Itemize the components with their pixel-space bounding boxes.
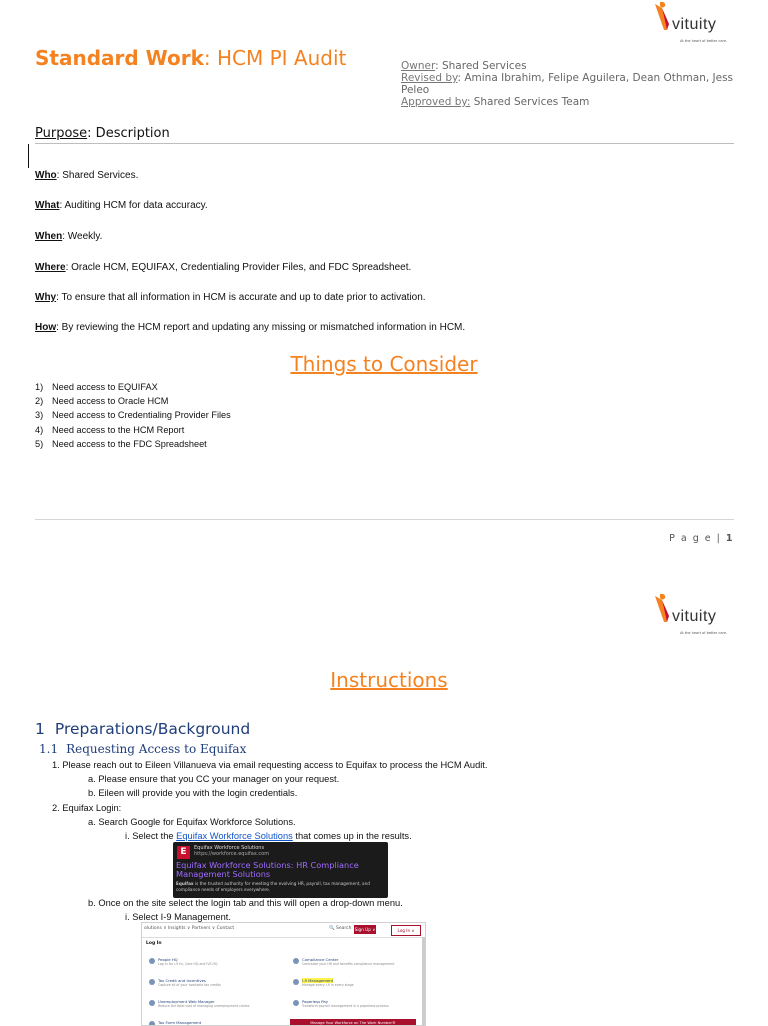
vituity-logo-page2: [654, 594, 736, 640]
search-result-screenshot: [173, 842, 388, 898]
menu-item-i9-management: I-9 Management Manage every I-9 in every stage: [302, 978, 354, 987]
result-description: Equifax is the trusted authority for meeting the evolving HR, payroll, tax management, and compliance needs of employers everywhere.: [176, 881, 370, 892]
revised-line: Revised by: Amina Ibrahim, Felipe Aguilera, Dean Othman, Jess Peleo: [401, 72, 734, 96]
list-item: 4) Need access to the HCM Report: [35, 424, 185, 435]
text-cursor: [28, 144, 29, 168]
step-2a-i: i. Select the Equifax Workforce Solutions that comes up in the results.: [125, 831, 412, 841]
menu-item-paperless-pay: Paperless Pay Transform payroll management in a paperless process: [302, 999, 389, 1008]
signup-button: Sign Up ∨: [354, 927, 376, 932]
instructions-heading: Instructions: [330, 668, 448, 692]
list-item: 3) Need access to Credentialing Provider Files: [35, 410, 231, 421]
footer-divider: [35, 519, 734, 520]
document-metadata: [401, 60, 741, 108]
search-link: 🔍 Search: [329, 926, 352, 931]
step-1b: b. Eileen will provide you with the login credentials.: [88, 788, 298, 798]
section-heading: 1 Preparations/Background: [35, 720, 251, 738]
step-2a: a. Search Google for Equifax Workforce Solutions.: [88, 817, 296, 827]
detail-what: What: Auditing HCM for data accuracy.: [35, 200, 208, 211]
purpose-heading: Purpose: Description: [35, 126, 170, 141]
step-2b-i: i. Select I-9 Management.: [125, 912, 231, 922]
subsection-heading: 1.1 Requesting Access to Equifax: [39, 742, 247, 756]
list-item: 1) Need access to EQUIFAX: [35, 382, 158, 392]
login-menu-heading: Log In: [146, 941, 162, 946]
vituity-logo: [654, 2, 736, 48]
menu-item-tax-credit: Tax Credit and Incentives Capture all of your available tax credits: [158, 978, 221, 987]
menu-item-unemployment: Unemployment Web Manager Reduce the total cost of managing unemployment claims: [158, 999, 250, 1008]
work-number-cta: Manage Your Workforce on The Work Number®: [290, 1019, 416, 1026]
detail-how: How: By reviewing the HCM report and updating any missing or mismatched information in HCM.: [35, 322, 466, 333]
brand-tagline: At the heart of better care.: [680, 631, 728, 635]
login-menu-screenshot: [141, 922, 426, 1026]
result-site-name: Equifax Workforce Solutions: [194, 845, 265, 851]
approved-line: Approved by: Shared Services Team: [401, 96, 590, 108]
list-item: 2) Need access to Oracle HCM: [35, 396, 169, 407]
step-1a: a. Please ensure that you CC your manager on your request.: [88, 774, 340, 784]
brand-name: vituity: [672, 608, 717, 625]
menu-item-people-hq: People HQ Log in for I-9 Ex, Core HQ and IVS HQ: [158, 957, 217, 966]
page-title: Standard Work: HCM PI Audit: [35, 46, 347, 70]
owner-line: Owner: Shared Services: [401, 60, 527, 72]
result-url: https://workforce.equifax.com: [194, 851, 270, 857]
detail-who: Who: Shared Services.: [35, 170, 139, 181]
purpose-divider: [35, 143, 734, 144]
detail-why: Why: To ensure that all information in HCM is accurate and up to date prior to activation.: [35, 292, 426, 303]
menu-item-compliance: Compliance Center Centralize your HR and benefits compliance management: [302, 957, 395, 966]
site-nav: [142, 923, 425, 938]
consider-list: [35, 380, 231, 451]
detail-where: Where: Oracle HCM, EQUIFAX, Credentialing Provider Files, and FDC Spreadsheet.: [35, 262, 412, 273]
result-title: Equifax Workforce Solutions: HR Compliance Management Solutions: [176, 860, 359, 879]
brand-name: vituity: [672, 16, 717, 33]
nav-links: olutions ∨ Insights ∨ Partners ∨ Contact: [144, 926, 235, 931]
step-2: 2. Equifax Login:: [52, 803, 122, 813]
page-number: P a g e | 1: [669, 533, 734, 544]
equifax-logo-icon: E: [177, 846, 190, 859]
menu-item-tax-form: Tax Form Management: [158, 1020, 201, 1025]
list-item: 5) Need access to the FDC Spreadsheet: [35, 438, 207, 449]
login-button: Log In ∧: [391, 925, 421, 936]
detail-when: When: Weekly.: [35, 231, 103, 242]
step-1: 1. Please reach out to Eileen Villanueva via email requesting access to Equifax to process the HCM Audit.: [52, 760, 488, 770]
equifax-link[interactable]: Equifax Workforce Solutions: [176, 831, 293, 841]
step-2b: b. Once on the site select the login tab and this will open a drop-down menu.: [88, 898, 403, 908]
things-to-consider-heading: Things to Consider: [290, 352, 478, 376]
brand-tagline: At the heart of better care.: [680, 39, 728, 43]
scrollbar: [422, 937, 425, 1025]
